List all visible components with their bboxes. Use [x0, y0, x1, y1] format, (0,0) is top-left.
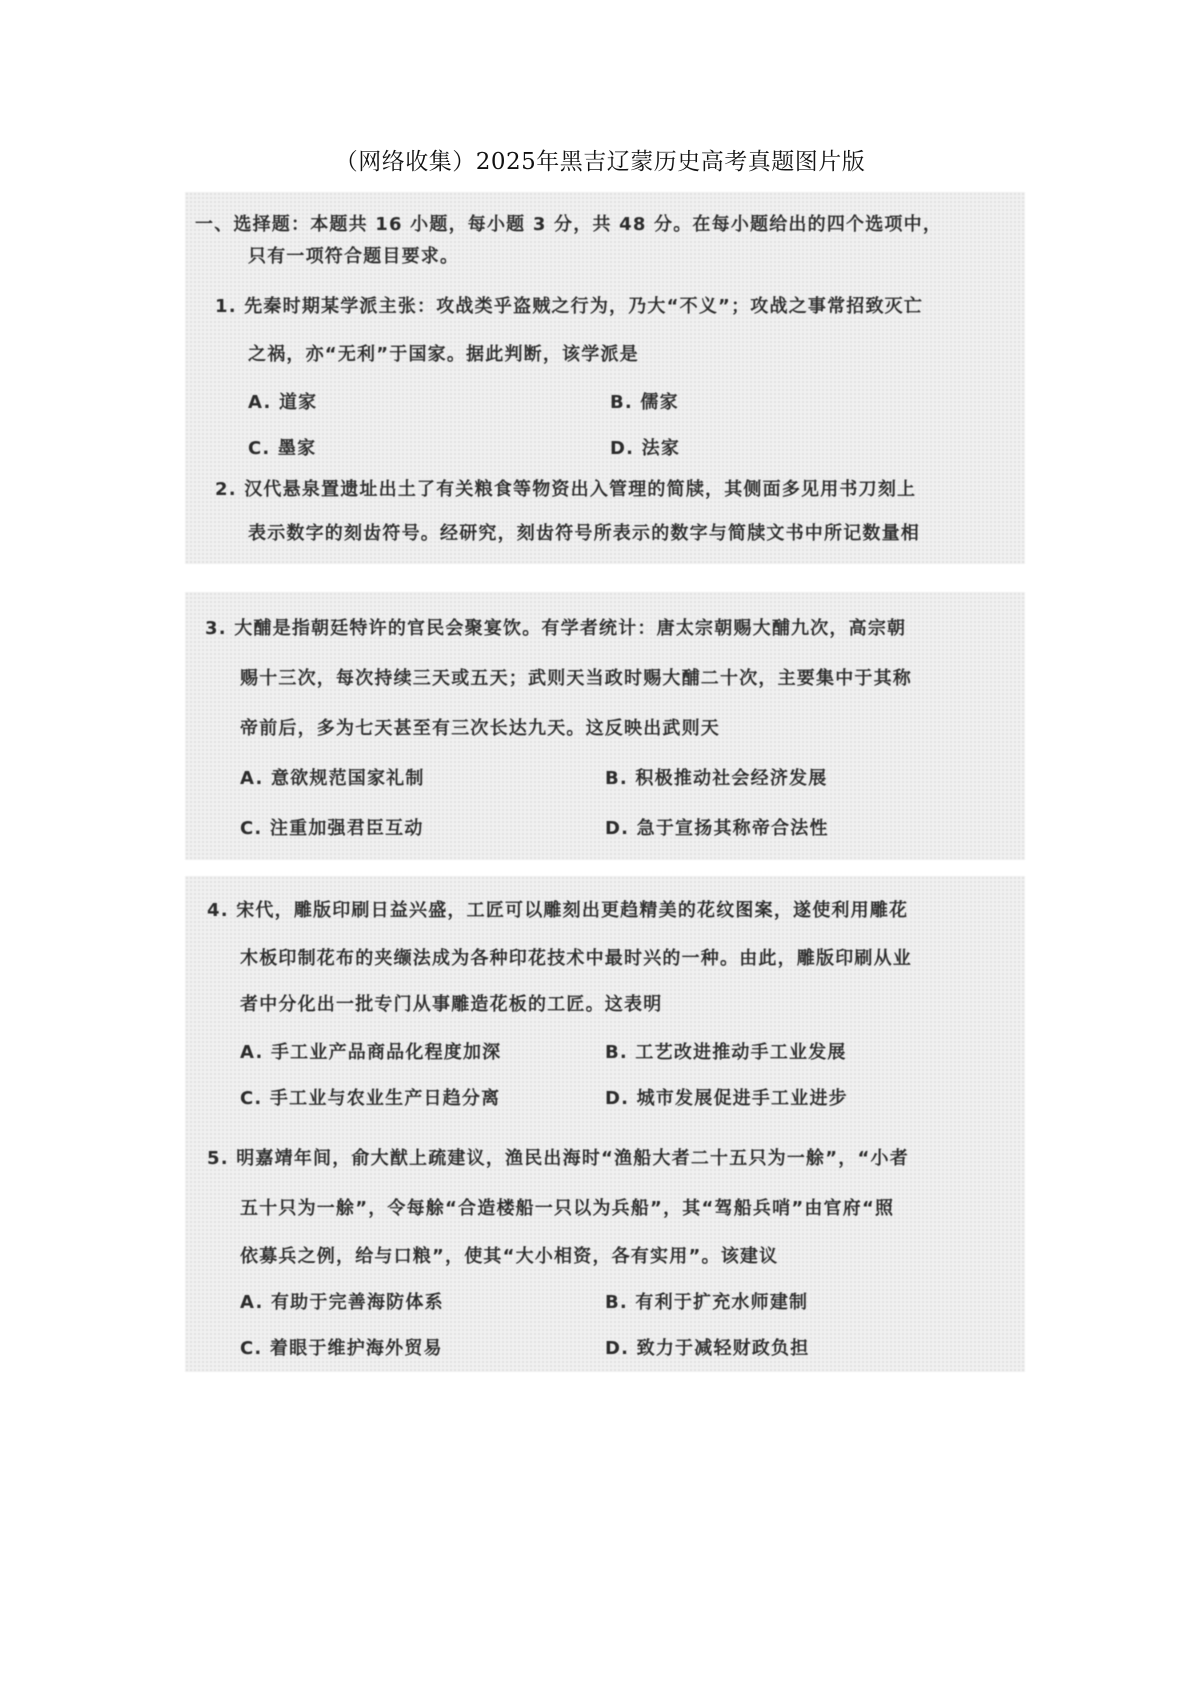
scan-block-q3 — [185, 592, 1025, 860]
question-1-stem-line-1: 1. 先秦时期某学派主张：攻战类乎盗贼之行为，乃大“不义”；攻战之事常招致灭亡 — [215, 296, 924, 317]
question-4-stem-line-2: 木板印制花布的夹缬法成为各种印花技术中最时兴的一种。由此，雕版印刷从业 — [240, 948, 912, 969]
question-3-option-a: A. 意欲规范国家礼制 — [240, 768, 425, 789]
question-2-stem-line-2: 表示数字的刻齿符号。经研究，刻齿符号所表示的数字与简牍文书中所记数量相 — [248, 523, 920, 544]
section-header-line-2: 只有一项符合题目要求。 — [248, 246, 460, 267]
question-5-option-d: D. 致力于减轻财政负担 — [605, 1338, 810, 1359]
question-4-stem-line-3: 者中分化出一批专门从事雕造花板的工匠。这表明 — [240, 994, 663, 1015]
question-4-option-b: B. 工艺改进推动手工业发展 — [605, 1042, 847, 1063]
question-3-option-d: D. 急于宣扬其称帝合法性 — [605, 818, 829, 839]
question-5-stem-line-2: 五十只为一艅”，令每艅“合造楼船一只以为兵船”，其“驾船兵哨”由官府“照 — [240, 1198, 895, 1219]
question-5-option-c: C. 着眼于维护海外贸易 — [240, 1338, 443, 1359]
question-1-option-a: A. 道家 — [248, 392, 318, 413]
question-1-option-d: D. 法家 — [610, 438, 681, 459]
question-2-stem-line-1: 2. 汉代悬泉置遗址出土了有关粮食等物资出入管理的简牍，其侧面多见用书刀刻上 — [215, 479, 917, 500]
question-5-stem-line-3: 依募兵之例，给与口粮”，使其“大小相资，各有实用”。该建议 — [240, 1246, 779, 1267]
question-5-option-b: B. 有利于扩充水师建制 — [605, 1292, 809, 1313]
question-3-stem-line-1: 3. 大酺是指朝廷特许的官民会聚宴饮。有学者统计：唐太宗朝赐大酺九次，高宗朝 — [205, 618, 907, 639]
scan-block-section-header-q1-q2 — [185, 192, 1025, 564]
question-5-option-a: A. 有助于完善海防体系 — [240, 1292, 444, 1313]
question-1-stem-line-2: 之祸，亦“无利”于国家。据此判断，该学派是 — [248, 344, 639, 365]
question-4-stem-line-1: 4. 宋代，雕版印刷日益兴盛，工匠可以雕刻出更趋精美的花纹图案，遂使利用雕花 — [207, 900, 909, 921]
question-1-option-c: C. 墨家 — [248, 438, 317, 459]
question-3-option-c: C. 注重加强君臣互动 — [240, 818, 424, 839]
question-4-option-c: C. 手工业与农业生产日趋分离 — [240, 1088, 501, 1109]
question-4-option-a: A. 手工业产品商品化程度加深 — [240, 1042, 502, 1063]
question-3-stem-line-2: 赐十三次，每次持续三天或五天；武则天当政时赐大酺二十次，主要集中于其称 — [240, 668, 912, 689]
question-4-option-d: D. 城市发展促进手工业进步 — [605, 1088, 848, 1109]
question-1-option-b: B. 儒家 — [610, 392, 679, 413]
question-3-option-b: B. 积极推动社会经济发展 — [605, 768, 828, 789]
page-title: （网络收集）2025年黑吉辽蒙历史高考真题图片版 — [334, 149, 866, 175]
section-header-line-1: 一、选择题：本题共 16 小题，每小题 3 分，共 48 分。在每小题给出的四个选项中， — [195, 214, 943, 235]
question-5-stem-line-1: 5. 明嘉靖年间，俞大猷上疏建议，渔民出海时“渔船大者二十五只为一艅”，“小者 — [207, 1148, 909, 1169]
question-3-stem-line-3: 帝前后，多为七天甚至有三次长达九天。这反映出武则天 — [240, 718, 720, 739]
scan-block-q4-q5 — [185, 876, 1025, 1372]
